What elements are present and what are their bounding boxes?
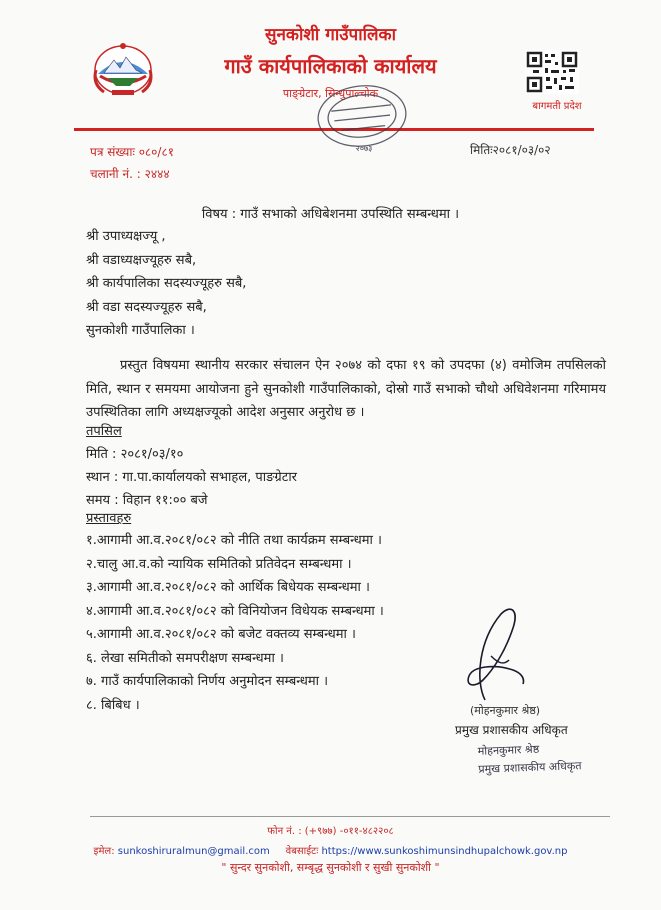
- detail-time: समय : विहान ११:०० बजे: [86, 493, 208, 508]
- email-label: इमेल:: [93, 846, 115, 857]
- province-label: बागमती प्रदेश: [532, 101, 582, 112]
- office-seal-stamp: [292, 78, 432, 154]
- name-stamp: [477, 739, 581, 779]
- signer-title: प्रमुख प्रशासकीय अधिकृत: [455, 723, 568, 737]
- org-name: सुनकोशी गाउँपालिका: [264, 25, 396, 45]
- footer-divider: [90, 816, 610, 817]
- website-link[interactable]: https://www.sunkoshimunsindhupalchowk.gov.np: [321, 846, 568, 857]
- letter-meta: [90, 141, 174, 185]
- agenda-item: ३.आगामी आ.व.२०८१/०८२ को आर्थिक बिधेयक सम्बन्धमा ।: [86, 580, 370, 595]
- detail-date: मिति : २०८१/०३/१०: [86, 447, 184, 462]
- agenda-item: ८. बिबिध ।: [86, 697, 140, 713]
- recipient-line: श्री कार्यपालिका सदस्यज्यूहरु सबै,: [86, 276, 247, 291]
- office-address: पाङ्ग्रेटार, सिन्धुपाल्चोक: [282, 87, 379, 100]
- body-paragraph: प्रस्तुत विषयमा स्थानीय सरकार संचालन ऐन २०७४ को दफा १९ को उपदफा (४) वमोजिम तपसिलको मिति, स्थान र समयमा आयोजना हुने सुनकोशी गाउँपालिकाको, दोस्रो गाउँ सभाको चौथो अधिवेशनमा गरिमामय उपस्थितिका लागि अध्यक्षज्यूको आदेश अनुसार अनुरोध छ ।: [86, 358, 606, 420]
- recipient-line: श्री वडाध्यक्षज्यूहरु सबै,: [86, 252, 197, 268]
- agenda-item: ७. गाउँ कार्यपालिकाको निर्णय अनुमोदन सम्बन्धमा ।: [86, 674, 329, 689]
- office-name: गाउँ कार्यपालिकाको कार्यालय: [224, 54, 437, 78]
- agenda-item: २.चालु आ.व.को न्यायिक समितिको प्रतिवेदन सम्बन्धमा ।: [86, 556, 352, 572]
- recipient-list: [86, 225, 246, 343]
- website-label: वेबसाईटः: [285, 846, 319, 857]
- details-title: तपसिल: [86, 424, 122, 439]
- name-stamp-title: प्रमुख प्रशासकीय अधिकृत: [478, 759, 582, 776]
- dispatch-number: चलानी नं. : २४४४: [90, 167, 170, 181]
- agenda-title: प्रस्तावहरु: [86, 511, 132, 526]
- signer-name: (मोहनकुमार श्रेष्ठ): [470, 704, 541, 717]
- qr-code-icon: [525, 50, 579, 94]
- handwritten-signature: [455, 600, 535, 705]
- agenda-item: ६. लेखा समितीको समपरीक्षण सम्बन्धमा ।: [86, 650, 284, 666]
- recipient-line: श्री वडा सदस्यज्यूहरु सबै,: [86, 299, 207, 315]
- name-stamp-name: मोहनकुमार श्रेष्ठ: [477, 742, 540, 758]
- detail-venue: स्थान : गा.पा.कार्यालयको सभाहल, पाङग्रेटार: [86, 470, 298, 485]
- recipient-line: सुनकोशी गाउँपालिका ।: [86, 323, 195, 338]
- letter-subject: विषय : गाउँ सभाको अधिबेशनमा उपस्थिति सम्बन्धमा ।: [201, 207, 460, 222]
- agenda-item: ४.आगामी आ.व.२०८१/०८२ को विनियोजन विधेयक सम्बन्धमा ।: [86, 603, 384, 619]
- stamp-year: २०७३: [355, 144, 373, 153]
- email-link[interactable]: sunkoshiruralmun@gmail.com: [117, 846, 270, 857]
- letter-date: मितिः२०८१/०३/०२: [470, 143, 551, 157]
- recipient-line: श्री उपाध्यक्षज्यू ,: [86, 229, 166, 244]
- agenda-list: [86, 529, 384, 717]
- letter-number: पत्र संख्याः ०८०/८१: [90, 145, 174, 159]
- footer-phone: फोन नं. : (+९७७) -०११-४८२२०८: [267, 826, 394, 837]
- details-list: [86, 443, 297, 512]
- footer-slogan: " सुन्दर सुनकोशी, सम्बृद्ध सुनकोशी र सुखी सुनकोशी ": [221, 861, 440, 874]
- agenda-item: ५.आगामी आ.व.२०८१/०८२ को बजेट वक्तव्य सम्बन्धमा ।: [86, 627, 356, 642]
- footer-contact: [0, 843, 661, 857]
- agenda-item: १.आगामी आ.व.२०८१/०८२ को नीति तथा कार्यक्रम सम्बन्धमा ।: [86, 533, 382, 548]
